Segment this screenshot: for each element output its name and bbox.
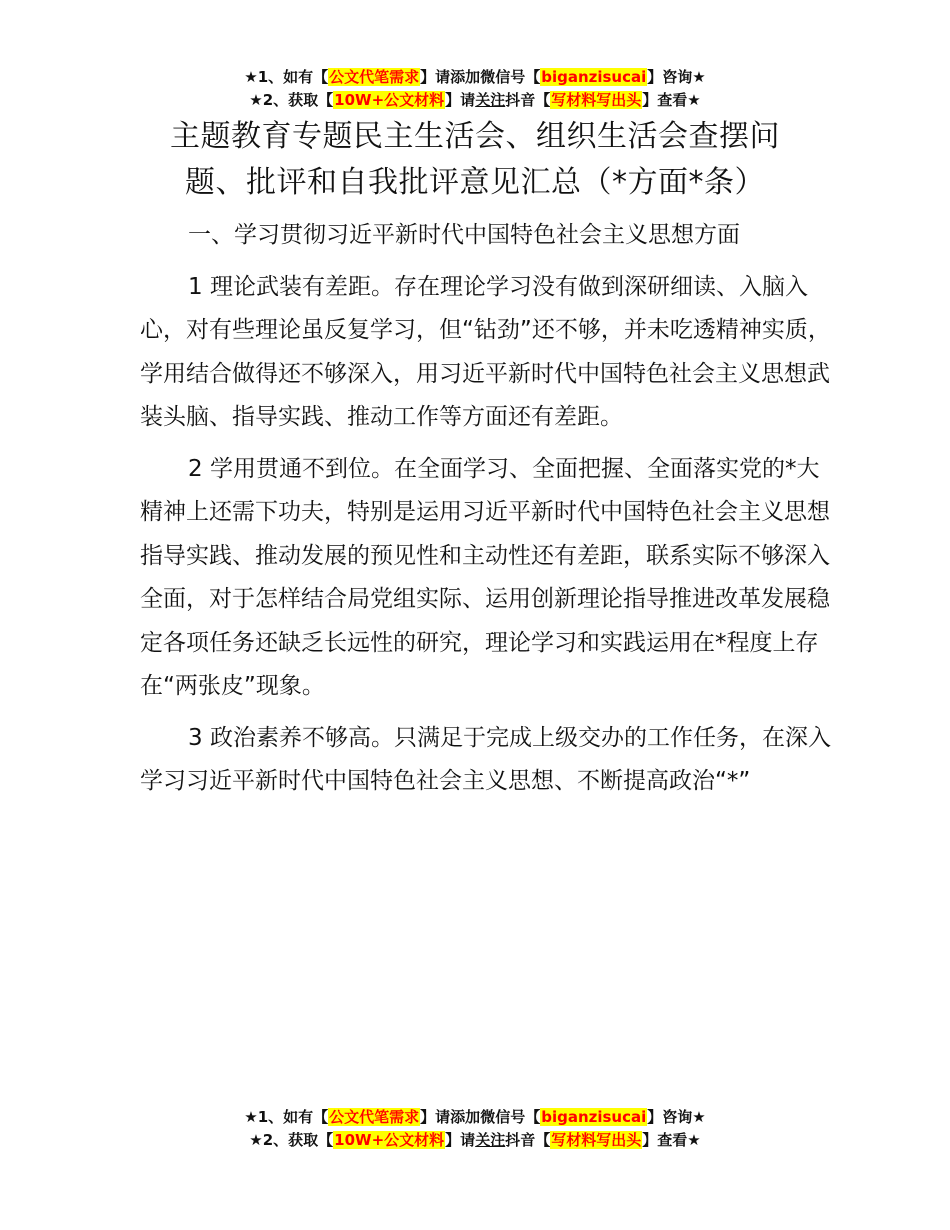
douyin-id-highlight: 写材料写出头: [551, 91, 642, 109]
promo-emphasis: 关注: [475, 1131, 506, 1149]
promo-text: 1、如有【: [257, 1108, 329, 1126]
document-title: 主题教育专题民主生活会、组织生活会查摆问题、批评和自我批评意见汇总（*方面*条）: [170, 119, 780, 200]
promo-line-1: [0, 1106, 950, 1129]
paragraph-3: 3 政治素养不够高。只满足于完成上级交办的工作任务，在深入学习习近平新时代中国特色社会主义思想、不断提高政治“*”: [140, 724, 831, 794]
promo-text: 】咨询: [647, 68, 693, 86]
document-body: [140, 214, 840, 812]
promo-text: 2、获取【: [262, 1131, 334, 1149]
star-icon: ★: [687, 1131, 701, 1149]
star-icon: ★: [692, 68, 706, 86]
promo-highlight: 公文代笔需求: [329, 68, 420, 86]
promo-line-1: [0, 66, 950, 89]
promo-text: 1、如有【: [257, 68, 329, 86]
promo-emphasis: 关注: [475, 91, 506, 109]
paragraph-1: 1 理论武装有差距。存在理论学习没有做到深研细读、入脑入心，对有些理论虽反复学习，但“钻劲”还不够，并未吃透精神实质，学用结合做得还不够深入，用习近平新时代中国特色社会主义思想武装头脑、指导实践、推动工作等方面还有差距。: [140, 273, 831, 430]
promo-text: 抖音【: [505, 1131, 551, 1149]
promo-highlight: 10W+公文材料: [334, 1131, 445, 1149]
promo-text: 微信号【: [480, 1108, 541, 1126]
star-icon: ★: [244, 68, 258, 86]
star-icon: ★: [692, 1108, 706, 1126]
promo-line-2: [0, 1129, 950, 1152]
star-icon: ★: [244, 1108, 258, 1126]
promo-text: 】查看: [642, 91, 688, 109]
paragraph-2: 2 学用贯通不到位。在全面学习、全面把握、全面落实党的*大精神上还需下功夫，特别是运用习近平新时代中国特色社会主义思想指导实践、推动发展的预见性和主动性还有差距，联系实际不够深入全面，对于怎样结合局党组实际、运用创新理论指导推进改革发展稳定各项任务还缺乏长远性的研究，理论学习和实践运用在*程度上存在“两张皮”现象。: [140, 455, 830, 699]
promo-header: [0, 66, 950, 112]
promo-text: 】咨询: [647, 1108, 693, 1126]
promo-emphasis: 添加: [450, 68, 481, 86]
promo-text: 】请: [420, 1108, 451, 1126]
section-heading: 一、学习贯彻习近平新时代中国特色社会主义思想方面: [188, 222, 740, 248]
promo-line-2: [0, 89, 950, 112]
douyin-id-highlight: 写材料写出头: [551, 1131, 642, 1149]
star-icon: ★: [249, 91, 263, 109]
promo-text: 】请: [420, 68, 451, 86]
promo-text: 抖音【: [505, 91, 551, 109]
promo-text: 】查看: [642, 1131, 688, 1149]
star-icon: ★: [687, 91, 701, 109]
promo-text: 】请: [445, 91, 476, 109]
promo-footer: [0, 1106, 950, 1152]
promo-text: 2、获取【: [262, 91, 334, 109]
wechat-id-highlight: biganzisucai: [541, 1108, 647, 1126]
promo-text: 微信号【: [480, 68, 541, 86]
promo-emphasis: 添加: [450, 1108, 481, 1126]
star-icon: ★: [249, 1131, 263, 1149]
promo-text: 】请: [445, 1131, 476, 1149]
promo-highlight: 10W+公文材料: [334, 91, 445, 109]
promo-highlight: 公文代笔需求: [329, 1108, 420, 1126]
wechat-id-highlight: biganzisucai: [541, 68, 647, 86]
